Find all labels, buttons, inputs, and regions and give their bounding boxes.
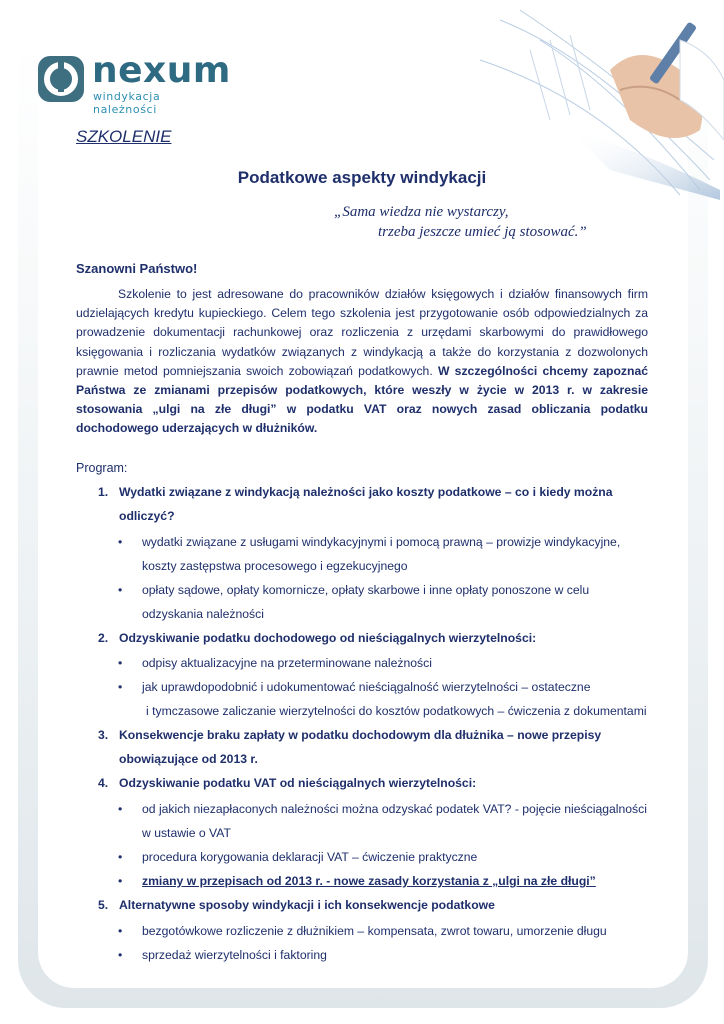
- bullet-line: bezgotówkowe rozliczenie z dłużnikiem – kompensata, zwrot towaru, umorzenie długu: [142, 924, 607, 938]
- program-item-number: 4.: [98, 776, 109, 790]
- program-bullet: [76, 943, 666, 967]
- logo-tagline: windykacja należności: [93, 90, 161, 116]
- program-item-number: 1.: [98, 485, 109, 499]
- bullet-line: koszty zastępstwa procesowego i egzekucyjnego: [142, 559, 408, 573]
- program-item: [76, 771, 666, 795]
- program-item-title: Konsekwencje braku zapłaty w podatku dochodowym dla dłużnika – nowe przepisy: [119, 728, 602, 742]
- quote-line-2: trzeba jeszcze umieć ją stosować.”: [378, 224, 587, 240]
- nexum-logo-mark: [38, 56, 84, 102]
- program-bullet: [76, 845, 666, 869]
- document-kicker: SZKOLENIE: [76, 127, 172, 146]
- program-item: [76, 480, 666, 528]
- bullet-icon: •: [118, 802, 123, 816]
- program-item-title: Odzyskiwanie podatku VAT od nieściągalnych wierzytelności:: [119, 776, 477, 790]
- bullet-line: w ustawie o VAT: [142, 826, 231, 840]
- quote-line-1: „Sama wiedza nie wystarczy,: [334, 204, 509, 220]
- program-item-title: Wydatki związane z windykacją należności jako koszty podatkowe – co i kiedy można odliczyć?: [119, 485, 613, 523]
- program-item: [76, 893, 666, 917]
- bullet-icon: •: [118, 850, 123, 864]
- bullet-icon: •: [118, 948, 123, 962]
- intro-highlight: W szczególności chcemy zapoznać Państwa ze zmianami przepisów podatkowych, które weszły w życie w 2013 r. w zakresie stosowania „ulgi na złe długi” w podatku VAT oraz nowych zasad obliczania podatku dochodowego uderzających w dłużników.: [76, 363, 648, 436]
- greeting: Szanowni Państwo!: [76, 261, 198, 276]
- program-bullet: [76, 919, 666, 943]
- bullet-line: opłaty sądowe, opłaty komornicze, opłaty skarbowe i inne opłaty ponoszone w celu: [142, 583, 590, 597]
- bullet-icon: •: [118, 583, 123, 597]
- bullet-line: od jakich niezapłaconych należności można odzyskać podatek VAT? - pojęcie nieściągalności: [142, 802, 647, 816]
- bullet-line: zmiany w przepisach od 2013 r. - nowe zasady korzystania z „ulgi na złe długi”: [142, 874, 596, 888]
- bullet-icon: •: [118, 924, 123, 938]
- bullet-icon: •: [118, 535, 123, 549]
- intro-text: Szkolenie to jest adresowane do pracowników działów księgowych i działów finansowych firm udzielających kredytu kupieckiego. Celem tego szkolenia jest przygotowanie osób odpowiedzialnych za prowadzenie dokumentacji rachunkowej oraz rozliczenia z urzędami skarbowymi do prawidłowego księgowania i rozliczania wydatków związanych z windykacją a także do korzystania z dozwolonych prawnie metod pomniejszania swoich zobowiązań podatkowych.: [76, 287, 648, 378]
- bullet-icon: •: [118, 680, 123, 694]
- bullet-icon: •: [118, 656, 123, 670]
- program-bullet: [76, 869, 666, 893]
- bullet-line: sprzedaż wierzytelności i faktoring: [142, 948, 327, 962]
- bullet-line: wydatki związane z usługami windykacyjnymi i pomocą prawną – prowizje windykacyjne,: [142, 535, 621, 549]
- program-item-title: Odzyskiwanie podatku dochodowego od nieściągalnych wierzytelności:: [119, 631, 537, 645]
- program-list: [76, 480, 666, 967]
- program-item-title: obowiązujące od 2013 r.: [119, 752, 258, 766]
- logo-word: nexum: [92, 50, 231, 91]
- program-bullet: [76, 797, 666, 845]
- program-item-number: 3.: [98, 728, 109, 742]
- bullet-line: i tymczasowe zaliczanie wierzytelności do kosztów podatkowych – ćwiczenia z dokumentami: [146, 704, 647, 718]
- document-title: Podatkowe aspekty windykacji: [237, 168, 487, 187]
- bullet-line: odpisy aktualizacyjne na przeterminowane należności: [142, 656, 432, 670]
- program-item-number: 2.: [98, 631, 109, 645]
- bullet-line: procedura korygowania deklaracji VAT – ćwiczenie praktyczne: [142, 850, 478, 864]
- bullet-line: odzyskania należności: [142, 607, 264, 621]
- program-item: [76, 626, 666, 650]
- bullet-line: jak uprawdopodobnić i udokumentować nieściągalność wierzytelności – ostateczne: [142, 680, 591, 694]
- intro-paragraph: [76, 285, 648, 439]
- program-bullet: [76, 578, 666, 626]
- program-bullet: [76, 675, 666, 723]
- program-bullet: [76, 530, 666, 578]
- bullet-icon: •: [118, 874, 123, 888]
- program-item: [76, 723, 666, 771]
- program-item-title: Alternatywne sposoby windykacji i ich konsekwencje podatkowe: [119, 898, 495, 912]
- program-bullet: [76, 651, 666, 675]
- program-label: Program:: [76, 461, 128, 475]
- program-item-number: 5.: [98, 898, 109, 912]
- nexum-logo: [38, 50, 231, 116]
